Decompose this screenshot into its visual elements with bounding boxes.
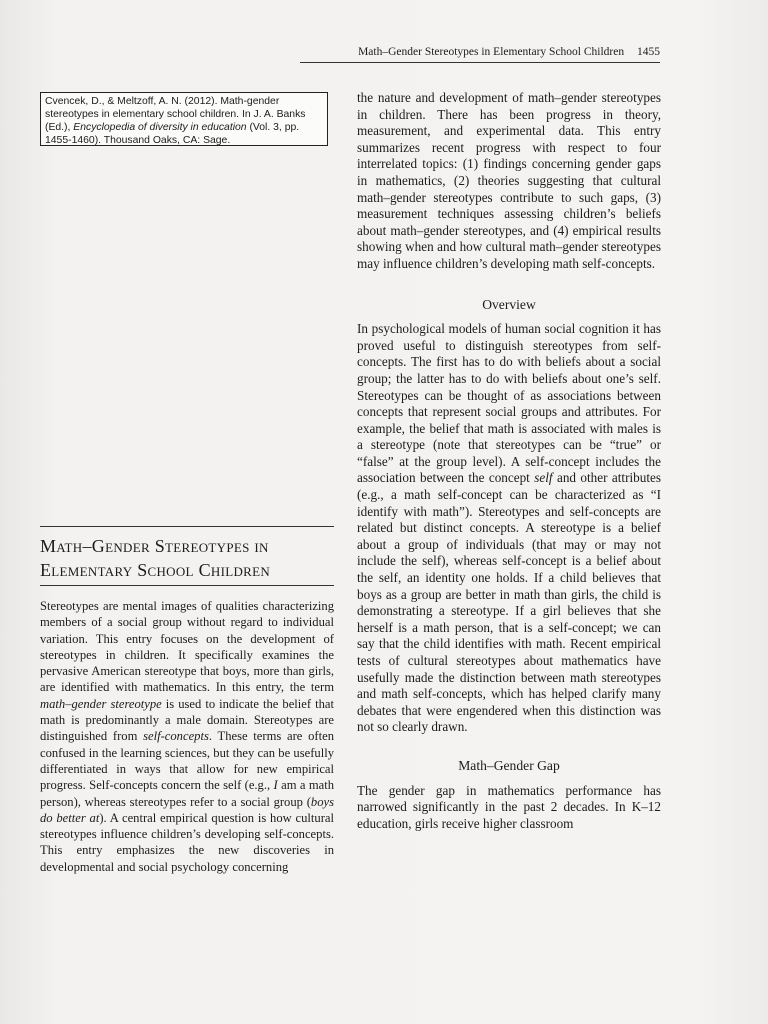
intro-text-2: is used to indicate the belief that math is predominantly a male domain. Stereotypes are distinguished from [40, 696, 334, 744]
overview-heading: Overview [482, 296, 536, 312]
math-gender-gap-heading: Math–Gender Gap [458, 757, 560, 773]
page-number: 1455 [637, 46, 660, 58]
entry-bottom-rule [40, 585, 334, 586]
running-title: Math–Gender Stereotypes in Elementary School Children [358, 46, 625, 58]
entry-title-line-1: Math–Gender Stereotypes in [40, 536, 269, 556]
term-self: self [534, 470, 553, 486]
intro-text-4: am a math person), whereas stereotypes refer to a social group ( [40, 778, 334, 809]
intro-text-5: ). A central empirical question is how cultural stereotypes influence children’s developing self-concepts. This entry emphasizes the new discoveries in developmental and social psychology concerning [40, 810, 335, 874]
intro-paragraph [40, 598, 334, 875]
entry-title [40, 534, 340, 582]
entry-top-rule [40, 526, 334, 527]
example-i: I [273, 778, 278, 793]
entry-title-line-2: Elementary School Children [40, 560, 271, 580]
citation-text: Cvencek, D., & Meltzoff, A. N. (2012). Math-gender stereotypes in elementary school children. In J. A. Banks (Ed.), [45, 96, 306, 133]
example-boys-do-better: boys do better at [40, 794, 334, 825]
intro-text-1: Stereotypes are mental images of qualities characterizing members of a social group without regard to individual variation. This entry focuses on the development of stereotypes in children. It specifically examines the pervasive American stereotype that boys, more than girls, are identified with mathematics. In this entry, the term [40, 599, 334, 695]
term-math-gender-stereotype: math–gender stereotype [40, 696, 162, 711]
intro-text-3: . These terms are often confused in the learning sciences, but they can be usefully differentiated in ways that allow for new empirical progress. Self-concepts concern the self (e.g., [40, 729, 334, 793]
right-column [357, 90, 661, 832]
term-self-concepts: self-concepts [143, 729, 209, 744]
math-gender-gap-paragraph: The gender gap in mathematics performance has narrowed significantly in the past 2 decades. In K–12 education, girls receive higher classroom [357, 782, 661, 831]
citation-text-end: (Vol. 3, pp. 1455-1460). Thousand Oaks, CA: Sage. [45, 122, 300, 146]
intro-continuation: the nature and development of math–gender stereotypes in children. There has been progress in theory, measurement, and experimental data. This entry summarizes recent progress with respect to four interrelated topics: (1) findings concerning gender gaps in mathematics, (2) theories suggesting that cultural math–gender stereotypes contribute to such gaps, (3) measurement techniques assessing children’s beliefs about math–gender stereotypes, and (4) empirical results showing when and how cultural math–gender stereotypes may influence children’s developing math self-concepts. [357, 90, 661, 271]
citation-box [40, 92, 328, 146]
overview-text-1: In psychological models of human social cognition it has proved useful to distinguish stereotypes from self-concepts. The first has to do with beliefs about a social group; the latter has to do with beliefs about one’s self. Stereotypes can be thought of as associations between concepts that represent social groups and attributes. For example, the belief that math is associated with males is a stereotype (note that stereotypes can be “true” or “false” at the group level). A self-concept includes the association between the concept [357, 321, 661, 486]
citation-book-title: Encyclopedia of diversity in education [73, 122, 247, 133]
running-header [300, 46, 660, 63]
overview-text-2: and other attributes (e.g., a math self-concept can be characterized as “I identify with math”). Stereotypes and self-concepts are related but distinct concepts. A stereotype is a belief about a group of individuals (that may or may not include the self), whereas self-concept is a belief about the self, an identity one holds. If a child believes that boys as a group are better in math than girls, the child is demonstrating a stereotype. If a girl believes that she herself is a math person, that is a self-concept; we can say that the child identifies with math. Recent empirical tests of cultural stereotypes about mathematics have usefully made the distinction between math stereotypes and math self-concepts, which has helped clarify many debates that were engendered when this distinction was not so clearly drawn. [357, 470, 661, 735]
left-column [40, 598, 334, 875]
overview-paragraph [357, 321, 661, 736]
